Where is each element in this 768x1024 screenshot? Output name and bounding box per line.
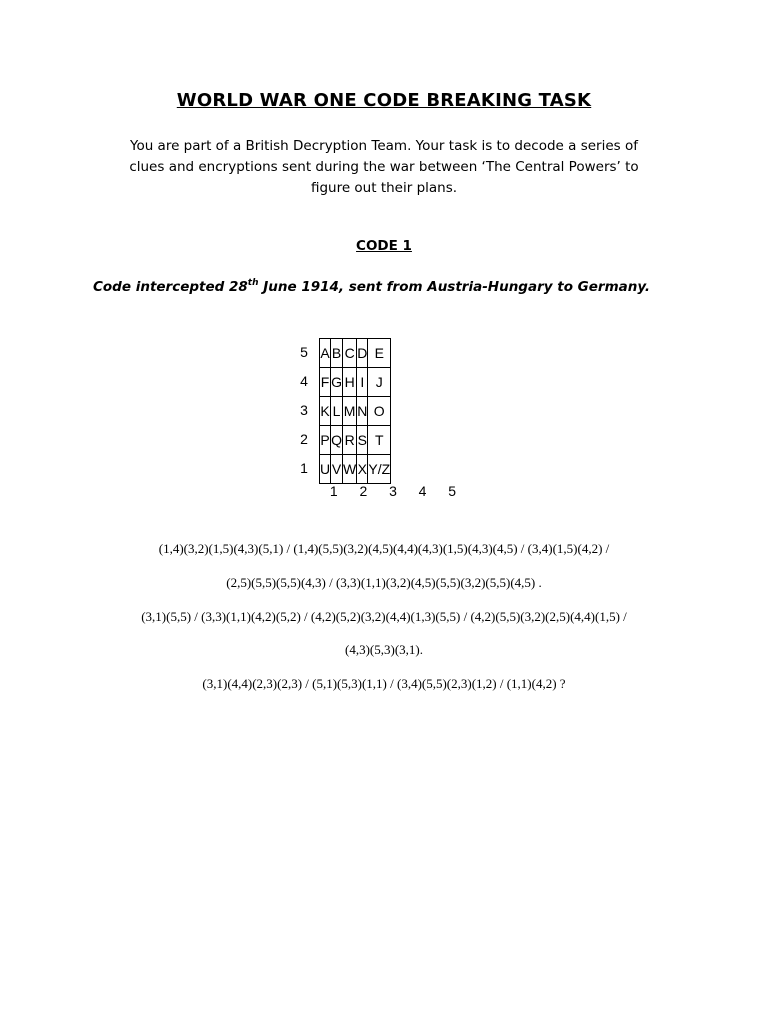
column-label: 4 — [418, 483, 427, 499]
grid-cell: Q — [331, 426, 343, 455]
grid-cell: W — [343, 455, 357, 484]
grid-cell: N — [357, 397, 368, 426]
grid-cell: F — [320, 368, 331, 397]
column-label: 2 — [359, 483, 368, 499]
page-title: WORLD WAR ONE CODE BREAKING TASK — [176, 90, 592, 111]
grid-cell: L — [331, 397, 343, 426]
grid-cell: H — [343, 368, 357, 397]
grid-cell: T — [368, 426, 391, 455]
grid-cell: E — [368, 339, 391, 368]
intercept-ordinal: th — [247, 278, 259, 288]
grid-cell: D — [357, 339, 368, 368]
column-label: 5 — [448, 483, 457, 499]
intro-line: clues and encryptions sent during the war between ‘The Central Powers’ to — [129, 159, 639, 175]
grid-cell: Y/Z — [368, 455, 391, 484]
intro-paragraph — [84, 136, 684, 199]
grid-cell: A — [320, 339, 331, 368]
intercept-text: Code intercepted 28 — [93, 279, 248, 295]
intro-line: You are part of a British Decryption Team. Your task is to decode a series of — [130, 138, 638, 154]
grid-cell: U — [320, 455, 331, 484]
grid-cell: J — [368, 368, 391, 397]
row-label: 3 — [300, 402, 308, 418]
row-label: 1 — [300, 460, 308, 476]
grid-cell: C — [343, 339, 357, 368]
column-label: 1 — [329, 483, 338, 499]
grid-cell: K — [320, 397, 331, 426]
grid-cell: G — [331, 368, 343, 397]
intro-line: figure out their plans. — [310, 180, 458, 196]
cipher-line: (3,1)(4,4)(2,3)(2,3) / (5,1)(5,3)(1,1) / (3,4)(5,5)(2,3)(1,2) / (1,1)(4,2) ? — [202, 676, 566, 691]
grid-cell: S — [357, 426, 368, 455]
row-label: 4 — [300, 373, 308, 389]
row-label: 5 — [300, 344, 308, 360]
grid-cell: P — [320, 426, 331, 455]
grid-cell: V — [331, 455, 343, 484]
cipher-line: (4,3)(5,3)(3,1). — [345, 642, 423, 657]
grid-cell: M — [343, 397, 357, 426]
intercept-text-rest: June 1914, sent from Austria-Hungary to Germany. — [258, 279, 651, 295]
column-label: 3 — [389, 483, 397, 499]
cipher-line: (3,1)(5,5) / (3,3)(1,1)(4,2)(5,2) / (4,2)(5,2)(3,2)(4,4)(1,3)(5,5) / (4,2)(5,5)(3,2)(2,5)(4,4)(1,5) / — [141, 609, 627, 624]
row-label: 2 — [300, 431, 308, 447]
grid-cell: I — [357, 368, 368, 397]
grid-cell: B — [331, 339, 343, 368]
grid-cell: X — [357, 455, 368, 484]
cipher-line: (1,4)(3,2)(1,5)(4,3)(5,1) / (1,4)(5,5)(3,2)(4,5)(4,4)(4,3)(1,5)(4,3)(4,5) / (3,4)(1,5)(4,2) / — [158, 541, 610, 556]
column-labels — [319, 483, 467, 499]
code-heading: CODE 1 — [356, 238, 412, 254]
letter-grid — [319, 338, 391, 484]
grid-cell: R — [343, 426, 357, 455]
grid-cell: O — [368, 397, 391, 426]
cipher-line: (2,5)(5,5)(5,5)(4,3) / (3,3)(1,1)(3,2)(4,5)(5,5)(3,2)(5,5)(4,5) . — [226, 575, 542, 590]
intercept-note — [93, 279, 650, 295]
